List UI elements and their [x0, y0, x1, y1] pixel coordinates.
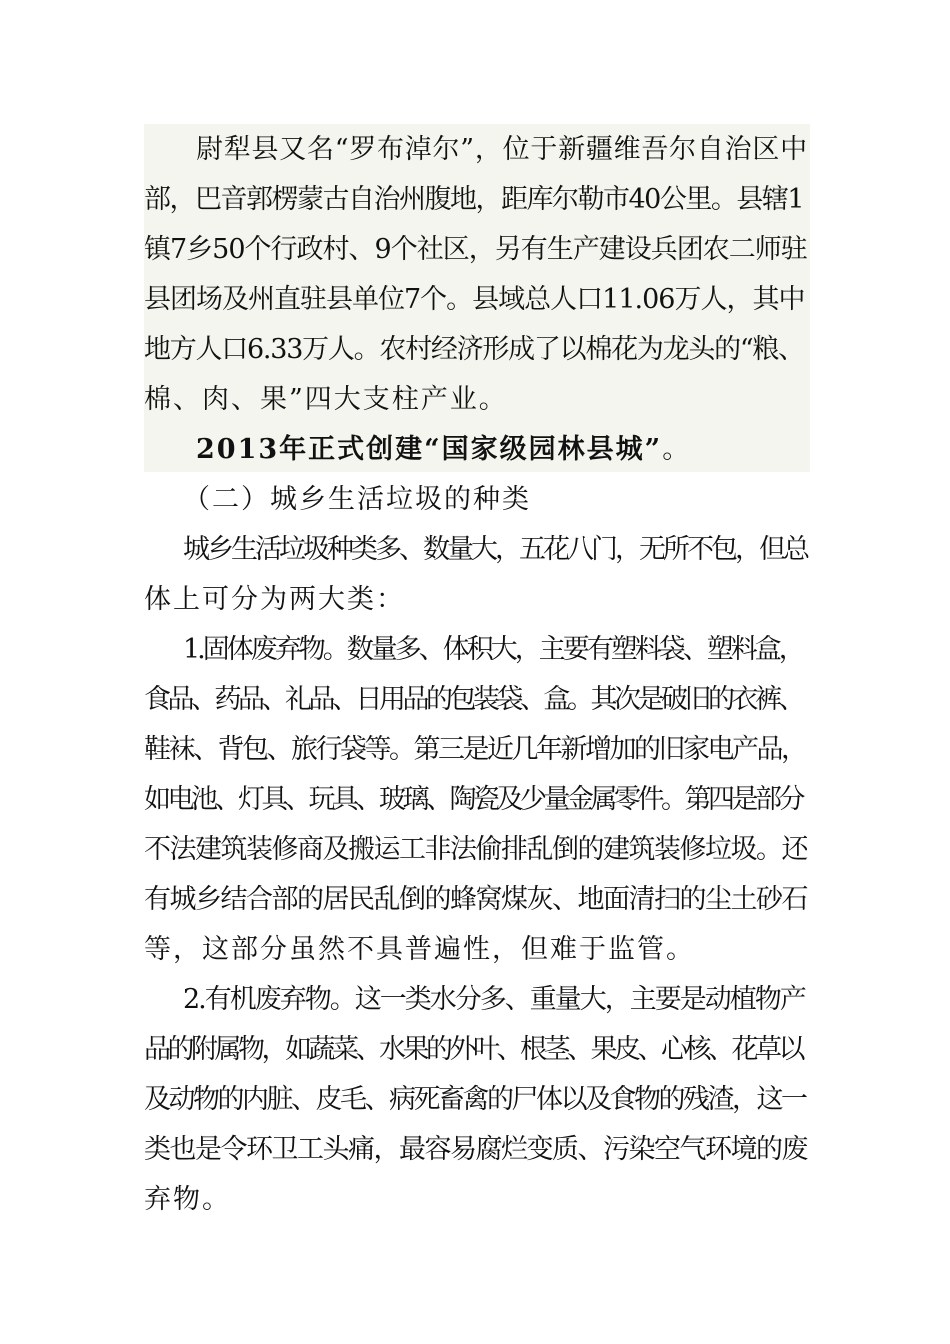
intro-line-1: 尉犁县又名“罗布淖尔”，位于新疆维吾尔自治区中 [196, 134, 808, 165]
intro-line-2: 部，巴音郭楞蒙古自治州腹地，距库尔勒市40公里。县辖1 [144, 184, 804, 215]
para1-line-1: 城乡生活垃圾种类多、数量大，五花八门，无所不包，但总 [183, 534, 807, 565]
para2-line-2: 食品、药品、礼品、日用品的包装袋、盒。其次是破旧的衣裤、 [144, 684, 802, 715]
para2-line-7: 等，这部分虽然不具普遍性，但难于监管。 [144, 934, 695, 965]
para3-line-2: 品的附属物，如蔬菜、水果的外叶、根茎、果皮、心核、花草以 [144, 1034, 802, 1065]
intro-line-4: 县团场及州直驻县单位7个。县域总人口11.06万人，其中 [144, 284, 805, 315]
para2-line-4: 如电池、灯具、玩具、玻璃、陶瓷及少量金属零件。第四是部分 [144, 784, 802, 815]
highlight-heading [196, 432, 691, 468]
para3-line-4: 类也是令环卫工头痛，最容易腐烂变质、污染空气环境的废 [144, 1134, 807, 1165]
highlight-heading-text: 2013年正式创建“国家级园林县城” [196, 434, 663, 465]
para2-line-6: 有城乡结合部的居民乱倒的蜂窝煤灰、地面清扫的尘土砂石 [144, 884, 807, 915]
para2-line-5: 不法建筑装修商及搬运工非法偷排乱倒的建筑装修垃圾。还 [144, 834, 807, 865]
para2-line-3: 鞋袜、背包、旅行袋等。第三是近几年新增加的旧家电产品， [144, 734, 806, 765]
para3-line-5: 弃物。 [144, 1184, 231, 1215]
para3-line-3: 及动物的内脏、皮毛、病死畜禽的尸体以及食物的残渣，这一 [144, 1084, 806, 1115]
para1-line-2: 体上可分为两大类： [144, 584, 405, 615]
intro-line-5: 地方人口6.33万人。农村经济形成了以棉花为龙头的“粮、 [144, 334, 804, 365]
intro-line-6: 棉、肉、果”四大支柱产业。 [144, 384, 508, 415]
para2-line-1: 1.固体废弃物。数量多、体积大，主要有塑料袋、塑料盒， [183, 634, 803, 665]
highlight-heading-tail: 。 [662, 434, 692, 465]
intro-line-3: 镇7乡50个行政村、9个社区，另有生产建设兵团农二师驻 [144, 234, 807, 265]
section-title: （二）城乡生活垃圾的种类 [183, 484, 531, 515]
para3-line-1: 2.有机废弃物。这一类水分多、重量大，主要是动植物产 [183, 984, 805, 1015]
